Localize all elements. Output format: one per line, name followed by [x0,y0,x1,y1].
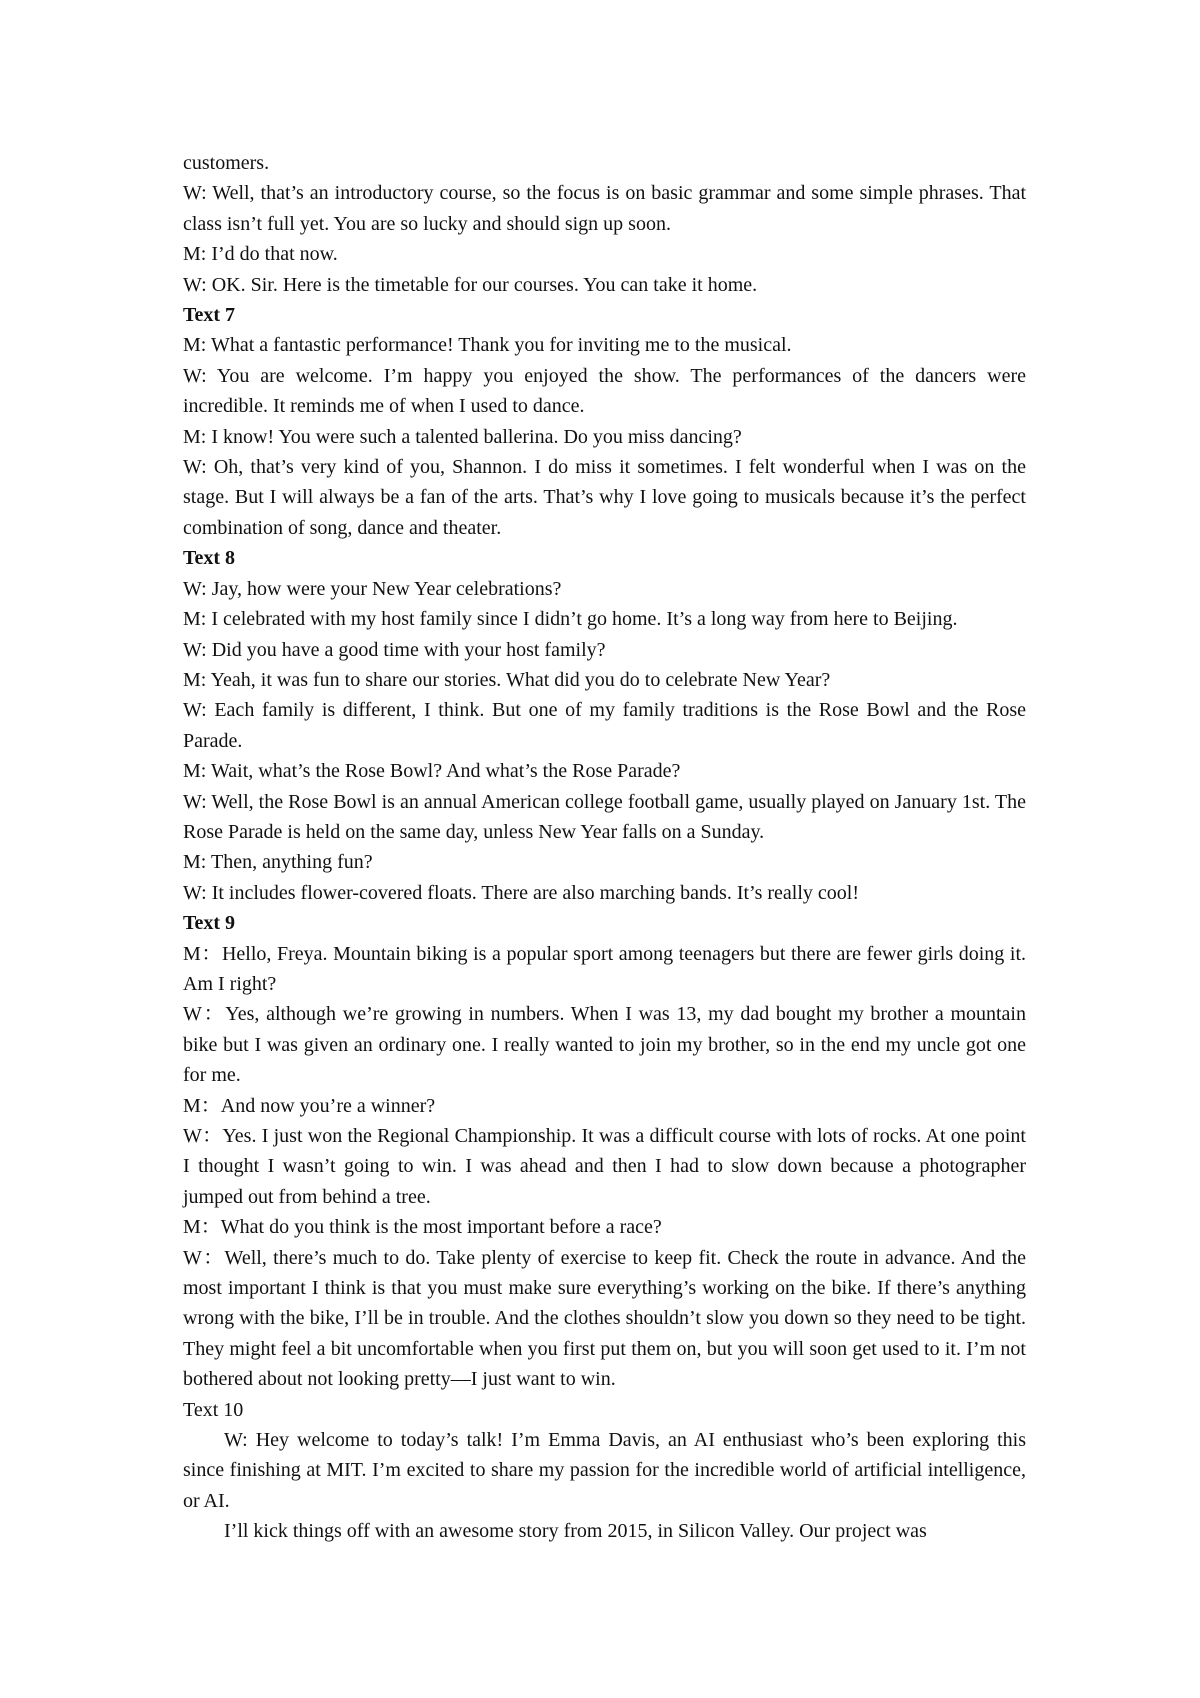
paragraph: M：Hello, Freya. Mountain biking is a popular sport among teenagers but there are fewer girls doing it. Am I right? [183,942,1026,995]
paragraph: W: Oh, that’s very kind of you, Shannon. I do miss it sometimes. I felt wonderful when I was on the stage. But I will always be a fan of the arts. That’s why I love going to musicals because it’s the perfect combination of song, dance and theater. [183,456,1026,539]
paragraph: W：Well, there’s much to do. Take plenty of exercise to keep fit. Check the route in advance. And the most important I think is that you must make sure everything’s working on the bike. If there’s anything wrong with the bike, I’ll be in trouble. And the clothes shouldn’t slow you down so they need to be tight. They might feel a bit uncomfortable when you first put them on, but you will soon get used to it. I’m not bothered about not looking pretty—I just want to win. [183,1246,1026,1391]
paragraph: W: Jay, how were your New Year celebrations? [183,577,562,600]
paragraph: M: I know! You were such a talented ballerina. Do you miss dancing? [183,425,742,448]
paragraph: W: You are welcome. I’m happy you enjoyed the show. The performances of the dancers were incredible. It reminds me of when I used to dance. [183,364,1026,418]
paragraph: W: Well, that’s an introductory course, so the focus is on basic grammar and some simple phrases. That class isn’t full yet. You are so lucky and should sign up soon. [183,182,1026,235]
section-heading-text-10: Text 10 [183,1398,244,1421]
paragraph: I’ll kick things off with an awesome story from 2015, in Silicon Valley. Our project was [224,1520,927,1543]
paragraph: W: Did you have a good time with your host family? [183,638,606,661]
paragraph: M：And now you’re a winner? [183,1094,436,1117]
paragraph: M: What a fantastic performance! Thank you for inviting me to the musical. [183,334,792,357]
paragraph: W: It includes flower-covered floats. There are also marching bands. It’s really cool! [183,881,860,904]
paragraph: W：Yes, although we’re growing in numbers. When I was 13, my dad bought my brother a mountain bike but I was given an ordinary one. I really wanted to join my brother, so in the end my uncle got one for me. [183,1003,1026,1087]
transcript-body [183,148,1026,1547]
section-heading-text-7: Text 7 [183,304,236,327]
paragraph: M: Then, anything fun? [183,851,373,874]
paragraph: M: I’d do that now. [183,243,338,266]
paragraph: M: Yeah, it was fun to share our stories. What did you do to celebrate New Year? [183,668,831,691]
paragraph: W: Well, the Rose Bowl is an annual American college football game, usually played on January 1st. The Rose Parade is held on the same day, unless New Year falls on a Sunday. [183,790,1026,843]
paragraph: W：Yes. I just won the Regional Championship. It was a difficult course with lots of rocks. At one point I thought I wasn’t going to win. I was ahead and then I had to slow down because a photographer jumped out from behind a tree. [183,1125,1026,1208]
paragraph: W: OK. Sir. Here is the timetable for our courses. You can take it home. [183,273,758,296]
paragraph: M：What do you think is the most important before a race? [183,1216,662,1239]
paragraph: M: I celebrated with my host family since I didn’t go home. It’s a long way from here to Beijing. [183,608,958,631]
paragraph: M: Wait, what’s the Rose Bowl? And what’s the Rose Parade? [183,760,681,783]
paragraph: W: Each family is different, I think. But one of my family traditions is the Rose Bowl and the Rose Parade. [183,699,1026,752]
section-heading-text-9: Text 9 [183,912,236,935]
paragraph: W: Hey welcome to today’s talk! I’m Emma Davis, an AI enthusiast who’s been exploring this since finishing at MIT. I’m excited to share my passion for the incredible world of artificial intelligence, or AI. [183,1429,1026,1512]
paragraph: customers. [183,152,270,174]
section-heading-text-8: Text 8 [183,547,236,570]
